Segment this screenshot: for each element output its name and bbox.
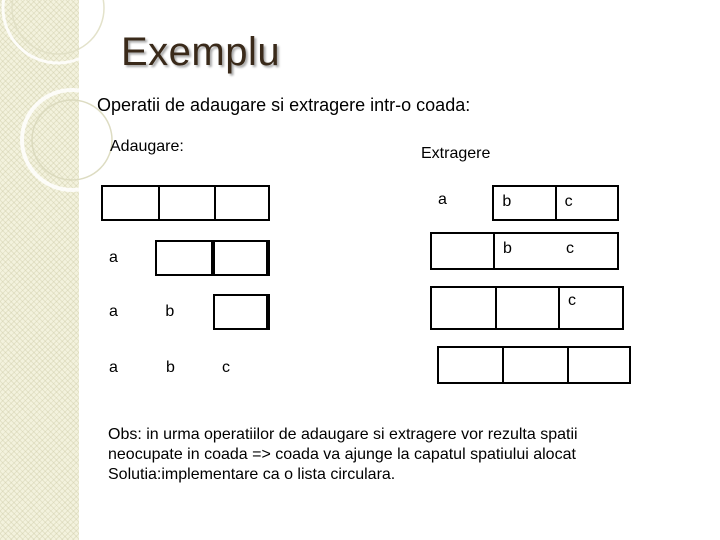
queue-cell (216, 187, 268, 219)
queue-cell (439, 348, 504, 382)
queue-cell: a (438, 191, 447, 208)
queue-cell: b (166, 359, 175, 376)
queue-row-add-1 (101, 185, 270, 221)
queue-cell (432, 288, 497, 328)
queue-cell: b (165, 303, 175, 320)
queue-cell (103, 187, 160, 219)
queue-cell (160, 187, 216, 219)
queue-cell: a (109, 303, 118, 320)
queue-cell (497, 288, 560, 328)
queue-cell: c (566, 240, 574, 257)
subtitle: Operatii de adaugare si extragere intr-o coada: (97, 95, 471, 115)
queue-cell (432, 234, 495, 268)
queue-cell (569, 348, 629, 382)
page-title: Exemplu (121, 30, 281, 74)
queue-cell: c (222, 359, 230, 376)
queue-row-extract-4 (437, 346, 631, 384)
queue-cell: b (503, 240, 512, 257)
obs-line-1: Obs: in urma operatiilor de adaugare si extragere vor rezulta spatii (108, 426, 578, 443)
queue-cell (213, 240, 268, 276)
queue-cell: b (492, 185, 554, 221)
queue-row-add-3 (101, 294, 270, 330)
queue-cell (213, 294, 268, 330)
extragere-label: Extragere (421, 145, 491, 162)
queue-cell: c (555, 185, 617, 221)
queue-cell (157, 240, 212, 276)
queue-cell (504, 348, 569, 382)
queue-cell: a (101, 240, 157, 276)
queue-row-extract-2 (430, 232, 619, 270)
queue-cell: a (109, 359, 118, 376)
adaugare-label: Adaugare: (110, 138, 184, 155)
queue-row-extract-1 (430, 185, 619, 221)
queue-row-extract-3 (430, 286, 624, 330)
obs-line-2: neocupate in coada => coada va ajunge la capatul spatiului alocat (108, 446, 576, 463)
obs-line-3: Solutia:implementare ca o lista circulara. (108, 466, 396, 483)
queue-row-add-2 (101, 240, 270, 276)
observation-text (108, 425, 668, 485)
queue-row-add-4 (101, 350, 270, 386)
queue-cell: c (568, 292, 576, 309)
